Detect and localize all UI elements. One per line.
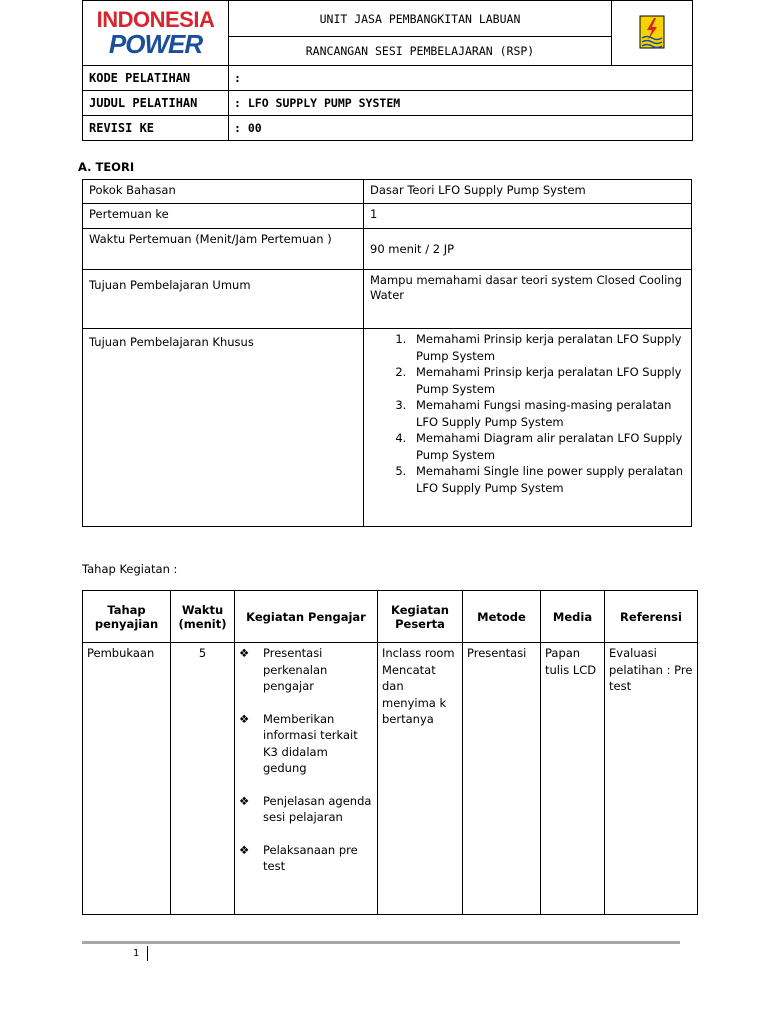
doc-type-title: RANCANGAN SESI PEMBELAJARAN (RSP) bbox=[229, 37, 612, 66]
page-number-divider bbox=[147, 946, 148, 961]
header-media: Media bbox=[541, 591, 605, 643]
tpk-item: 2. Memahami Prinsip kerja peralatan LFO Supply Pump System bbox=[410, 364, 685, 397]
tpk-item: 3. Memahami Fungsi masing-masing peralatan LFO Supply Pump System bbox=[410, 397, 685, 430]
judul-pelatihan-label: JUDUL PELATIHAN bbox=[83, 91, 229, 116]
kegiatan-table bbox=[82, 590, 698, 915]
diamond-bullet-icon: ❖ bbox=[239, 646, 250, 660]
list-item: ❖ Pelaksanaan pre test bbox=[239, 842, 358, 873]
header-kegiatan-pengajar: Kegiatan Pengajar bbox=[235, 591, 378, 643]
diamond-bullet-icon: ❖ bbox=[239, 793, 250, 808]
tpk-item: 1. Memahami Prinsip kerja peralatan LFO Supply Pump System bbox=[410, 331, 685, 364]
revisi-label: REVISI KE bbox=[83, 116, 229, 141]
waktu-cell: 5 bbox=[171, 643, 235, 915]
pokok-bahasan-value: Dasar Teori LFO Supply Pump System bbox=[364, 180, 692, 204]
unit-title: UNIT JASA PEMBANGKITAN LABUAN bbox=[229, 1, 612, 37]
page-number: 1 bbox=[133, 948, 140, 959]
header-tahap: Tahap penyajian bbox=[83, 591, 171, 643]
pertemuan-label: Pertemuan ke bbox=[83, 204, 364, 229]
tpk-item: 5. Memahami Single line power supply peralatan LFO Supply Pump System bbox=[410, 463, 685, 496]
header-referensi: Referensi bbox=[605, 591, 698, 643]
pln-lightning-emblem-icon bbox=[639, 15, 665, 49]
header-waktu: Waktu (menit) bbox=[171, 591, 235, 643]
header-metode: Metode bbox=[463, 591, 541, 643]
revisi-value: : 00 bbox=[229, 116, 693, 141]
logo-line2: POWER bbox=[108, 29, 203, 59]
footer-divider bbox=[82, 941, 680, 944]
diamond-bullet-icon: ❖ bbox=[239, 711, 250, 726]
waktu-pertemuan-label: Waktu Pertemuan (Menit/Jam Pertemuan ) bbox=[83, 229, 364, 270]
header-kegiatan-peserta: Kegiatan Peserta bbox=[378, 591, 463, 643]
list-item: ❖ Memberikan informasi terkait K3 didalam gedung bbox=[239, 711, 358, 775]
pengajar-cell bbox=[235, 643, 378, 915]
tpu-label: Tujuan Pembelajaran Umum bbox=[83, 270, 364, 329]
tpu-value: Mampu memahami dasar teori system Closed Cooling Water bbox=[364, 270, 692, 329]
media-cell: Papan tulis LCD bbox=[541, 643, 605, 915]
logo-cell bbox=[83, 1, 229, 66]
kode-pelatihan-value: : bbox=[229, 66, 693, 91]
tpk-cell bbox=[364, 329, 692, 527]
kode-pelatihan-label: KODE PELATIHAN bbox=[83, 66, 229, 91]
pengajar-list bbox=[239, 645, 373, 875]
list-item: ❖ Presentasi perkenalan pengajar bbox=[239, 646, 328, 693]
tpk-label: Tujuan Pembelajaran Khusus bbox=[83, 329, 364, 527]
header-table bbox=[82, 0, 693, 141]
indonesia-power-logo bbox=[83, 9, 228, 57]
referensi-cell: Evaluasi pelatihan : Pre test bbox=[605, 643, 698, 915]
section-a-heading: A. TEORI bbox=[78, 160, 135, 174]
tpk-item: 4. Memahami Diagram alir peralatan LFO Supply Pump System bbox=[410, 430, 685, 463]
tahap-cell: Pembukaan bbox=[83, 643, 171, 915]
judul-pelatihan-value: : LFO SUPPLY PUMP SYSTEM bbox=[229, 91, 693, 116]
tahap-kegiatan-label: Tahap Kegiatan : bbox=[82, 562, 178, 576]
pokok-bahasan-label: Pokok Bahasan bbox=[83, 180, 364, 204]
table-row bbox=[83, 643, 698, 915]
peserta-cell: Inclass room Mencatat dan menyima k bertanya bbox=[378, 643, 463, 915]
list-item: ❖ Penjelasan agenda sesi pelajaran bbox=[239, 793, 372, 824]
metode-cell: Presentasi bbox=[463, 643, 541, 915]
waktu-pertemuan-value: 90 menit / 2 JP bbox=[364, 229, 692, 270]
pertemuan-value: 1 bbox=[364, 204, 692, 229]
teori-table bbox=[82, 179, 692, 527]
diamond-bullet-icon: ❖ bbox=[239, 842, 250, 857]
logo-line1: INDONESIA bbox=[96, 7, 215, 32]
tpk-list bbox=[370, 331, 685, 496]
emblem-cell bbox=[612, 1, 693, 66]
